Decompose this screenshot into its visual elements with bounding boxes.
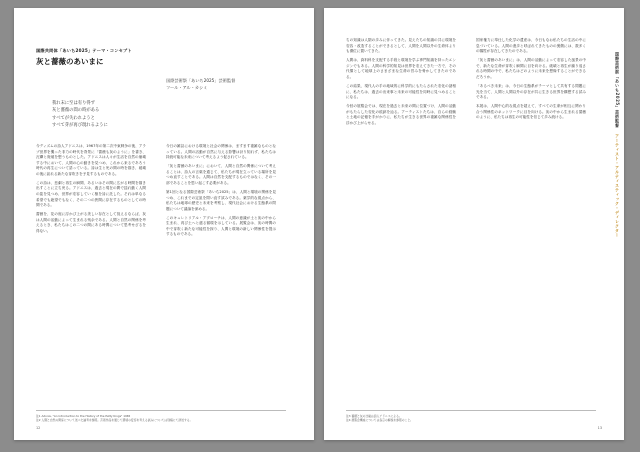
epigraph-line: 我れ末に至は有り得ず: [52, 101, 95, 106]
paragraph: このキュレトリアル・アプローチは、人間の意識が土と灰の中から生まれ、再び土へと還る循環を示している。展覧会は、灰の時間の中で芽吹く新たな可能性を探り、人間と環境の新しい関係性を提示するものである。: [166, 215, 276, 237]
paragraph: 「あるべき未来」は、今日の生態系がテーマとして共有する問題に光を当て、人間と人間以外の存在が共に生きる世界を構想する試みである。: [476, 83, 586, 100]
left-page: [14, 8, 314, 440]
paragraph: この詩は、悲劇と再生の瞬間、あるいはその間に広がる時間を描き出すことに立ち戻る。アドニスは、過去と現在の間で揺れ動く人間の姿を見つめ、世界が変容していく様を詩に託した。それは単なる希望でも絶望でもなく、その二つの狭間に存在するものとしての時間である。: [36, 180, 146, 208]
left-text-column-2: [166, 144, 276, 241]
essay-title: 灰と薔薇のあいまに: [36, 57, 104, 66]
paragraph: 人間は、資料科を支配する手段と環境を学ぶ専門知識を持ったエンジンでもある。人間の科学的知見は世界を変えてきた一方で、その代償として地球上のさまざまな生命の営みを脅かしてきたのである。: [346, 58, 456, 79]
paragraph: 国家権力に奉仕した化学の遺産は、今日もなお私たちの生活の中に息づいている。人間の進歩と呼ばれてきたものの裏側には、数多くの犠牲が存在してきたのである。: [476, 38, 586, 54]
epigraph-line: 灰と薔薇の間の時がある: [52, 108, 100, 114]
paragraph: 「灰と薔薇のあいまに」において、人間と自然の関係について考えることは、詩人の言葉を通じて、私たちが現在立っている場所を見つめ直すことである。人間は自然を支配するものではなく、その一部であることを思い起こす必要がある。: [166, 164, 276, 185]
runner-sub: 国際芸術祭「あいち2025」芸術監督: [615, 52, 620, 129]
running-header: [614, 52, 620, 237]
footnote: 注4 展覧会構成については各章の解説を参照のこと。: [346, 417, 413, 422]
right-text-column-1: [346, 38, 456, 130]
byline: [166, 78, 286, 91]
right-page: [324, 8, 624, 440]
series-label: 国際共同体「あいち2025」テーマ・コンセプト: [36, 48, 132, 53]
footnote: 注2 人間と自然の関係について述べた論考を参照。芸術作品を通じて環境の変容を考える試みについては別稿にて詳述する。: [36, 417, 193, 422]
paragraph: 第1回となる国際芸術祭「あいち2025」は、人間と環境の関係を見つめ、これまでの定説を問い直す試みである。薬学的な視点から、私たちは地球の歴史と未来を考察し、現代社会における生態系の問題について議論を深める。: [166, 189, 276, 211]
epigraph-line: すべて芽が再び現れるように: [52, 122, 108, 128]
footnotes: [36, 410, 286, 422]
page-number: 13: [597, 426, 602, 430]
footnote: 注1 Adonis, "An Introduction to the History of the Petty Kings" 1965: [36, 413, 131, 418]
epigraph: [52, 100, 132, 129]
paragraph: 今ディズムの詩人アドニスは、1967年の第二次中東戦争の後、アラブ世界を襲った非力の時代を背景に「薔薇も灰のように」を書き、瓦礫と廃墟を想うものとした。アドニスは人々が生活を自然の崩壊する中において、人間の心の動きを見つめ、これから来るであろう時代の再生について語っている。詩は生と死の間の時を描き、破壊の後に訪れる新たな芽吹きを予見するものである。: [36, 144, 146, 176]
right-text-column-2: [476, 38, 586, 124]
footnotes: [346, 410, 596, 422]
left-text-column-1: [36, 144, 146, 238]
epigraph-line: すべてが失われようと: [52, 115, 95, 121]
paragraph: 薔薇を、花の庭に浮かび上がる美しい存在として捉えるならば、灰は人間の活動によって生まれる残余である。人間と自然の関係を考えるとき、私たちはこの二つの間にある時間について思考せざるを得ない。: [36, 212, 146, 233]
paragraph: 「灰と薔薇のあいまに」は、人間の活動によって変容した風景の中で、新たな生命が芽吹く瞬間に目を向ける。破壊と再生が繰り返される時間の中で、私たちはどのように未来を想像することができるだろうか。: [476, 58, 586, 79]
paragraph: この結果、現代人の手の地域的に科学的にもたらされた変化の諸相に、私たちは、過去の出来事と未来の可能性を同時に見つめることになる。: [346, 83, 456, 100]
page-number: 12: [36, 426, 41, 430]
paragraph: 今回の展覧会では、現在を過去と未来の間に位置づけ、人間の活動がもたらした変化の痕跡を辿る。アーティストたちは、自らの経験と土地の記憶を手がかりに、私たちが生きる世界の複雑な関係性を浮かび上がらせる。: [346, 104, 456, 125]
author-role: 国際芸術祭「あいち2025」芸術監督: [166, 78, 236, 83]
paragraph: ちの知識は人類の歩みに伴ってきた。見えたちの知識の共に環境を変容・改造することができるとして、人間を人間以外の生命体よりも優位に置いてきた。: [346, 38, 456, 54]
paragraph: 本展は、人間中心的な視点を超えて、すべての生命が相互に関わり合う関係性のネットワークに目を向ける。灰の中から生まれる薔薇のように、私たちは再生の可能性を信じて歩み続ける。: [476, 104, 586, 120]
footnote: 注3 薔薇と灰の比喩は詩人アドニスによる。: [346, 413, 402, 418]
runner-main: アーティスト・アルティスティック・ディレクター: [615, 133, 620, 238]
author-name: フール・アル・カシミ: [166, 84, 208, 90]
paragraph: 今日の雑誌における環境と社会の関係は、ますます複雑なものとなっている。人間の活動が自然に与える影響は計り知れず、私たちは持続可能な未来について考えるよう促されている。: [166, 144, 276, 160]
essay-header: [36, 48, 176, 67]
